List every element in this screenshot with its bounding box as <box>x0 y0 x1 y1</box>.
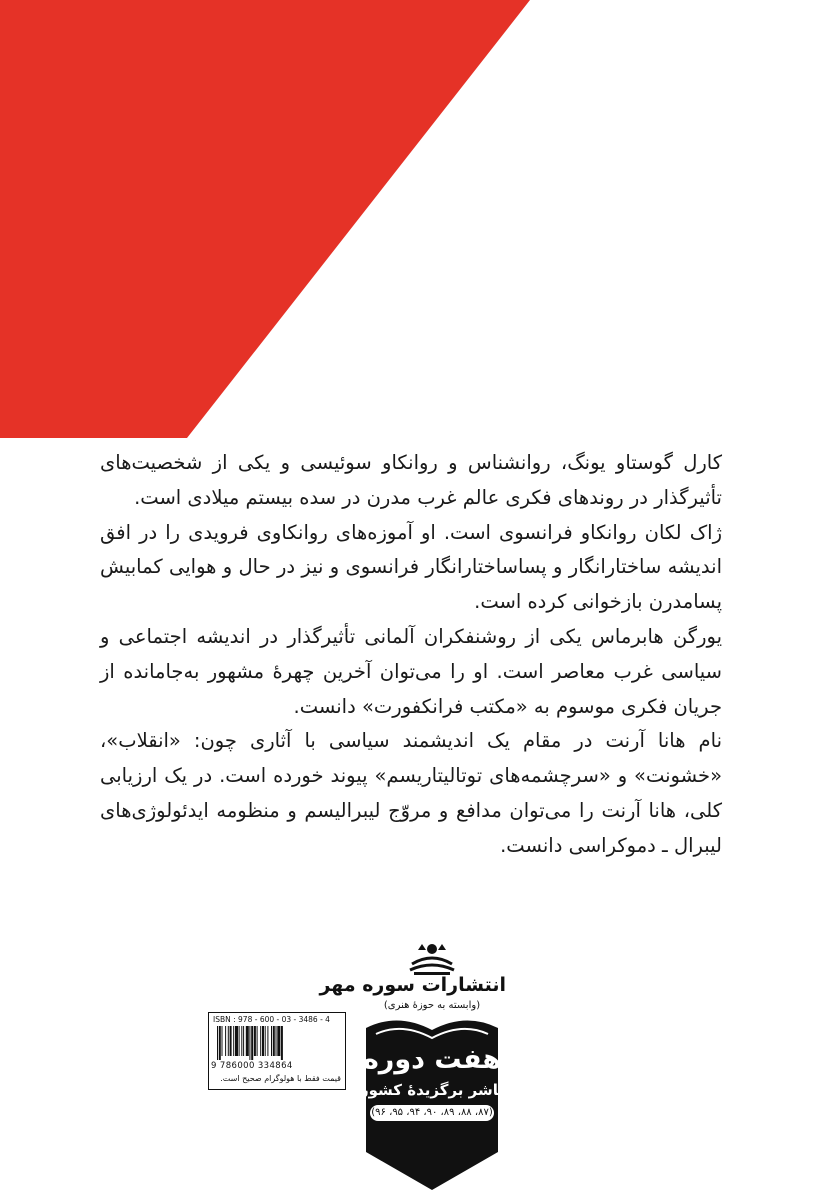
publisher-block <box>319 940 506 1195</box>
barcode-icon <box>215 1026 339 1060</box>
barcode-digits: 9 786000 334864 <box>211 1061 293 1071</box>
badge-years: (۸۷، ۸۸، ۸۹، ۹۰، ۹۴، ۹۵، ۹۶) <box>370 1105 494 1121</box>
isbn-barcode-box <box>208 1012 346 1090</box>
paragraph-jung: کارل گوستاو یونگ، روانشناس و روانکاو سوئیسی و یکی از شخصیت‌های تأثیرگذار در روندهای فکری عالم غرب مدرن در سده بیستم میلادی است. <box>100 451 722 509</box>
publisher-name: انتشارات سوره مهر <box>319 974 506 996</box>
price-note: قیمت فقط با هولوگرام صحیح است. <box>220 1074 341 1083</box>
badge-subtitle: ناشر برگزیدهٔ کشور <box>360 1081 504 1099</box>
sureh-mehr-logo-icon <box>406 940 458 976</box>
isbn-label: ISBN : 978 - 600 - 03 - 3486 - 4 <box>213 1015 330 1024</box>
paragraph-arendt: نام هانا آرنت در مقام یک اندیشمند سیاسی با آثاری چون: «انقلاب»، «خشونت» و «سرچشمه‌های توتالیتاریسم» پیوند خورده است. در یک ارزیابی کلی، هانا آرنت را می‌توان مدافع و مروّج لیبرالیسم و منظومه ایدئولوژی‌های لیبرال ـ دموکراسی دانست. <box>100 729 722 857</box>
publisher-affiliation: (وابسته به حوزهٔ هنری) <box>383 1000 481 1011</box>
cover-red-triangle <box>0 0 840 440</box>
back-cover-text <box>100 446 722 864</box>
paragraph-habermas: یورگن هابرماس یکی از روشنفکران آلمانی تأثیرگذار در اندیشه اجتماعی و سیاسی غرب معاصر است. او را می‌توان آخرین چهرهٔ مشهور به‌جامانده از جریان فکری موسوم به «مکتب فرانکفورت» دانست. <box>100 624 722 718</box>
badge-title: هفت دوره <box>362 1044 502 1075</box>
open-book-badge-icon <box>358 1012 506 1192</box>
paragraph-lacan: ژاک لکان روانکاو فرانسوی است. او آموزه‌های روانکاوی فرویدی را در افق اندیشه ساختارانگار و پساساختارانگار فرانسوی و نیز در حال و هوایی کمابیش پسامدرن بازخوانی کرده است. <box>100 520 722 614</box>
